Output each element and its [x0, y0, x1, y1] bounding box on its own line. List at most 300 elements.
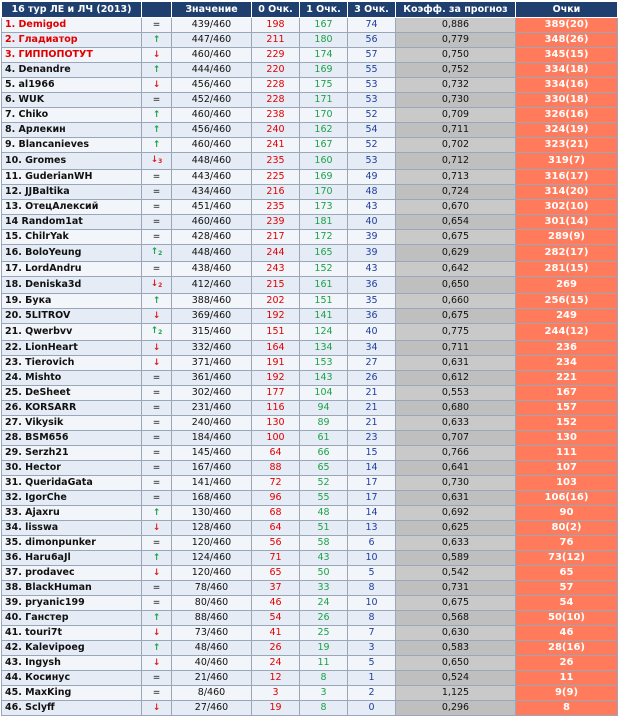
- header-row: [2, 2, 618, 18]
- three-points-cell: 36: [348, 277, 396, 294]
- three-points-cell: 36: [348, 309, 396, 324]
- one-point-cell: 25: [300, 626, 348, 641]
- player-name-cell: 45. MaxKing: [2, 686, 142, 701]
- coefficient-cell: 0,650: [396, 277, 516, 294]
- table-row: [2, 309, 618, 324]
- trend-cell: [142, 48, 172, 63]
- value-cell: 120/460: [172, 536, 252, 551]
- zero-points-cell: 100: [252, 431, 300, 446]
- arrow-up-icon: ↑: [152, 65, 161, 75]
- zero-points-cell: 244: [252, 245, 300, 262]
- arrow-down-icon: ↓: [152, 80, 161, 90]
- one-point-cell: 153: [300, 356, 348, 371]
- arrow-down-icon: ↓: [152, 50, 161, 60]
- zero-points-cell: 191: [252, 356, 300, 371]
- value-cell: 444/460: [172, 63, 252, 78]
- table-row: [2, 401, 618, 416]
- value-cell: 167/460: [172, 461, 252, 476]
- value-cell: 231/460: [172, 401, 252, 416]
- table-row: [2, 551, 618, 566]
- three-points-cell: 6: [348, 536, 396, 551]
- three-points-cell: 10: [348, 596, 396, 611]
- zero-points-cell: 198: [252, 18, 300, 33]
- three-points-cell: 14: [348, 461, 396, 476]
- table-row: [2, 230, 618, 245]
- arrow-down-icon: ↓: [152, 311, 161, 321]
- three-points-cell: 34: [348, 341, 396, 356]
- value-cell: 21/460: [172, 671, 252, 686]
- arrow-down-icon: ↓: [152, 343, 161, 353]
- table-row: [2, 123, 618, 138]
- equal-icon: =: [152, 217, 161, 227]
- points-cell: 281(15): [516, 262, 618, 277]
- player-name-cell: 10. Gromes: [2, 153, 142, 170]
- points-cell: 107: [516, 461, 618, 476]
- table-row: [2, 215, 618, 230]
- arrow-up-icon: ↑: [152, 553, 161, 563]
- table-row: [2, 641, 618, 656]
- one-point-cell: 165: [300, 245, 348, 262]
- table-row: [2, 491, 618, 506]
- table-row: [2, 341, 618, 356]
- player-name-cell: 21. Qwerbvv: [2, 324, 142, 341]
- coefficient-cell: 0,730: [396, 476, 516, 491]
- points-cell: 289(9): [516, 230, 618, 245]
- three-points-cell: 53: [348, 153, 396, 170]
- trend-cell: [142, 138, 172, 153]
- one-point-cell: 171: [300, 93, 348, 108]
- equal-icon: =: [152, 187, 161, 197]
- value-cell: 388/460: [172, 294, 252, 309]
- coefficient-cell: 0,779: [396, 33, 516, 48]
- player-name-cell: 8. Арлекин: [2, 123, 142, 138]
- coefficient-cell: 0,631: [396, 356, 516, 371]
- points-cell: 326(16): [516, 108, 618, 123]
- points-cell: 65: [516, 566, 618, 581]
- one-point-cell: 180: [300, 33, 348, 48]
- player-name-cell: 37. prodavec: [2, 566, 142, 581]
- value-cell: 452/460: [172, 93, 252, 108]
- player-name-cell: 1. Demigod: [2, 18, 142, 33]
- trend-cell: [142, 581, 172, 596]
- player-name-cell: 30. Hector: [2, 461, 142, 476]
- table-row: [2, 536, 618, 551]
- three-points-cell: 56: [348, 33, 396, 48]
- arrow-up-icon: ↑: [152, 110, 161, 120]
- value-cell: 448/460: [172, 153, 252, 170]
- zero-points-cell: 225: [252, 170, 300, 185]
- arrow-down-icon: ↓: [150, 155, 159, 165]
- points-cell: 324(19): [516, 123, 618, 138]
- coefficient-cell: 0,711: [396, 123, 516, 138]
- zero-points-cell: 215: [252, 277, 300, 294]
- player-name-cell: 34. lisswa: [2, 521, 142, 536]
- zero-points-cell: 217: [252, 230, 300, 245]
- three-points-cell: 7: [348, 626, 396, 641]
- value-cell: 371/460: [172, 356, 252, 371]
- zero-points-cell: 235: [252, 200, 300, 215]
- zero-points-cell: 71: [252, 551, 300, 566]
- trend-cell: [142, 123, 172, 138]
- one-point-cell: 66: [300, 446, 348, 461]
- arrow-up-icon: ↑: [152, 140, 161, 150]
- value-cell: 8/460: [172, 686, 252, 701]
- three-points-cell: 35: [348, 294, 396, 309]
- trend-cell: [142, 33, 172, 48]
- three-points-cell: 43: [348, 262, 396, 277]
- one-point-cell: 48: [300, 506, 348, 521]
- one-point-cell: 26: [300, 611, 348, 626]
- points-cell: 106(16): [516, 491, 618, 506]
- equal-icon: =: [152, 493, 161, 503]
- zero-points-cell: 19: [252, 701, 300, 716]
- value-cell: 124/460: [172, 551, 252, 566]
- three-points-cell: 8: [348, 581, 396, 596]
- trend-cell: [142, 324, 172, 341]
- table-row: [2, 63, 618, 78]
- trend-cell: [142, 476, 172, 491]
- one-point-cell: 11: [300, 656, 348, 671]
- three-points-cell: 54: [348, 123, 396, 138]
- points-cell: 130: [516, 431, 618, 446]
- trend-cell: [142, 701, 172, 716]
- three-points-cell: 48: [348, 185, 396, 200]
- table-row: [2, 48, 618, 63]
- trend-cell: [142, 461, 172, 476]
- coefficient-cell: 0,731: [396, 581, 516, 596]
- zero-points-cell: 26: [252, 641, 300, 656]
- table-row: [2, 521, 618, 536]
- value-cell: 40/460: [172, 656, 252, 671]
- trend-delta: 3: [158, 158, 163, 165]
- standings-table-wrapper: [1, 1, 617, 716]
- coefficient-cell: 0,625: [396, 521, 516, 536]
- coefficient-cell: 0,724: [396, 185, 516, 200]
- equal-icon: =: [152, 95, 161, 105]
- value-cell: 130/460: [172, 506, 252, 521]
- one-point-cell: 33: [300, 581, 348, 596]
- arrow-down-icon: ↓: [152, 523, 161, 533]
- coefficient-cell: 0,650: [396, 656, 516, 671]
- zero-points-cell: 177: [252, 386, 300, 401]
- equal-icon: =: [152, 478, 161, 488]
- trend-cell: [142, 18, 172, 33]
- zero-points-cell: 229: [252, 48, 300, 63]
- player-name-cell: 19. Бука: [2, 294, 142, 309]
- three-points-cell: 52: [348, 108, 396, 123]
- trend-delta: 2: [158, 250, 163, 257]
- coefficient-cell: 0,654: [396, 215, 516, 230]
- coefficient-cell: 0,633: [396, 416, 516, 431]
- trend-cell: [142, 170, 172, 185]
- coefficient-cell: 0,629: [396, 245, 516, 262]
- arrow-up-icon: ↑: [152, 643, 161, 653]
- trend-cell: [142, 371, 172, 386]
- three-points-cell: 10: [348, 551, 396, 566]
- trend-cell: [142, 551, 172, 566]
- points-cell: 76: [516, 536, 618, 551]
- trend-cell: [142, 93, 172, 108]
- player-name-cell: 40. Ганстер: [2, 611, 142, 626]
- value-cell: 27/460: [172, 701, 252, 716]
- one-point-cell: 151: [300, 294, 348, 309]
- value-cell: 145/460: [172, 446, 252, 461]
- trend-cell: [142, 185, 172, 200]
- trend-cell: [142, 78, 172, 93]
- equal-icon: =: [152, 598, 161, 608]
- player-name-cell: 29. Serzh21: [2, 446, 142, 461]
- zero-points-cell: 54: [252, 611, 300, 626]
- trend-cell: [142, 491, 172, 506]
- player-name-cell: 43. Ingysh: [2, 656, 142, 671]
- table-row: [2, 262, 618, 277]
- three-points-cell: 21: [348, 401, 396, 416]
- points-cell: 345(15): [516, 48, 618, 63]
- coefficient-cell: 0,641: [396, 461, 516, 476]
- player-name-cell: 44. Косинус: [2, 671, 142, 686]
- coefficient-cell: 0,630: [396, 626, 516, 641]
- three-points-cell: 21: [348, 416, 396, 431]
- zero-points-cell: 192: [252, 371, 300, 386]
- player-name-cell: 15. ChilrYak: [2, 230, 142, 245]
- zero-points-cell: 241: [252, 138, 300, 153]
- trend-cell: [142, 431, 172, 446]
- table-row: [2, 686, 618, 701]
- points-cell: 11: [516, 671, 618, 686]
- zero-points-cell: 64: [252, 446, 300, 461]
- table-row: [2, 78, 618, 93]
- table-row: [2, 153, 618, 170]
- one-point-cell: 104: [300, 386, 348, 401]
- coefficient-cell: 0,752: [396, 63, 516, 78]
- three-points-cell: 27: [348, 356, 396, 371]
- player-name-cell: 4. Denandre: [2, 63, 142, 78]
- table-row: [2, 200, 618, 215]
- player-name-cell: 46. Sclyff: [2, 701, 142, 716]
- three-points-cell: 17: [348, 476, 396, 491]
- table-row: [2, 245, 618, 262]
- coefficient-cell: 0,642: [396, 262, 516, 277]
- points-cell: 46: [516, 626, 618, 641]
- value-cell: 369/460: [172, 309, 252, 324]
- value-cell: 361/460: [172, 371, 252, 386]
- one-point-cell: 161: [300, 277, 348, 294]
- arrow-up-icon: ↑: [150, 247, 159, 257]
- zero-points-cell: 235: [252, 153, 300, 170]
- coefficient-cell: 0,583: [396, 641, 516, 656]
- coefficient-cell: 0,711: [396, 341, 516, 356]
- zero-points-cell: 240: [252, 123, 300, 138]
- value-cell: 428/460: [172, 230, 252, 245]
- table-row: [2, 324, 618, 341]
- table-row: [2, 566, 618, 581]
- equal-icon: =: [152, 448, 161, 458]
- trend-cell: [142, 566, 172, 581]
- zero-points-cell: 243: [252, 262, 300, 277]
- table-row: [2, 108, 618, 123]
- coefficient-cell: 0,680: [396, 401, 516, 416]
- points-cell: 334(16): [516, 78, 618, 93]
- table-row: [2, 476, 618, 491]
- points-cell: 152: [516, 416, 618, 431]
- trend-cell: [142, 506, 172, 521]
- points-cell: 157: [516, 401, 618, 416]
- coefficient-cell: 0,766: [396, 446, 516, 461]
- coefficient-cell: 0,296: [396, 701, 516, 716]
- points-cell: 234: [516, 356, 618, 371]
- three-points-cell: 52: [348, 138, 396, 153]
- trend-cell: [142, 386, 172, 401]
- one-point-cell: 8: [300, 671, 348, 686]
- arrow-up-icon: ↑: [152, 35, 161, 45]
- coefficient-cell: 0,633: [396, 536, 516, 551]
- trend-cell: [142, 277, 172, 294]
- points-cell: 54: [516, 596, 618, 611]
- value-cell: 448/460: [172, 245, 252, 262]
- one-point-cell: 94: [300, 401, 348, 416]
- value-cell: 302/460: [172, 386, 252, 401]
- one-point-cell: 162: [300, 123, 348, 138]
- value-cell: 439/460: [172, 18, 252, 33]
- three-points-cell: 40: [348, 215, 396, 230]
- table-row: [2, 461, 618, 476]
- coefficient-cell: 0,707: [396, 431, 516, 446]
- points-cell: 8: [516, 701, 618, 716]
- three-points-cell: 53: [348, 78, 396, 93]
- player-name-cell: 31. QueridaGata: [2, 476, 142, 491]
- points-cell: 330(18): [516, 93, 618, 108]
- value-cell: 434/460: [172, 185, 252, 200]
- trend-cell: [142, 641, 172, 656]
- table-row: [2, 371, 618, 386]
- equal-icon: =: [152, 433, 161, 443]
- coefficient-cell: 0,709: [396, 108, 516, 123]
- header-zero-points: 0 Очк.: [252, 2, 300, 18]
- one-point-cell: 174: [300, 48, 348, 63]
- table-row: [2, 581, 618, 596]
- points-cell: 244(12): [516, 324, 618, 341]
- table-row: [2, 356, 618, 371]
- value-cell: 412/460: [172, 277, 252, 294]
- one-point-cell: 173: [300, 200, 348, 215]
- zero-points-cell: 239: [252, 215, 300, 230]
- table-header: [2, 2, 618, 18]
- equal-icon: =: [152, 688, 161, 698]
- points-cell: 316(17): [516, 170, 618, 185]
- one-point-cell: 134: [300, 341, 348, 356]
- table-row: [2, 185, 618, 200]
- equal-icon: =: [152, 583, 161, 593]
- player-name-cell: 24. Mishto: [2, 371, 142, 386]
- zero-points-cell: 3: [252, 686, 300, 701]
- player-name-cell: 16. BoloYeung: [2, 245, 142, 262]
- trend-cell: [142, 153, 172, 170]
- coefficient-cell: 0,612: [396, 371, 516, 386]
- zero-points-cell: 211: [252, 33, 300, 48]
- zero-points-cell: 88: [252, 461, 300, 476]
- zero-points-cell: 41: [252, 626, 300, 641]
- header-one-point: 1 Очк.: [300, 2, 348, 18]
- trend-delta: 2: [158, 282, 163, 289]
- player-name-cell: 41. touri7t: [2, 626, 142, 641]
- value-cell: 184/460: [172, 431, 252, 446]
- points-cell: 301(14): [516, 215, 618, 230]
- equal-icon: =: [152, 388, 161, 398]
- table-row: [2, 611, 618, 626]
- coefficient-cell: 0,675: [396, 309, 516, 324]
- three-points-cell: 0: [348, 701, 396, 716]
- trend-cell: [142, 108, 172, 123]
- coefficient-cell: 0,675: [396, 230, 516, 245]
- zero-points-cell: 228: [252, 78, 300, 93]
- three-points-cell: 17: [348, 491, 396, 506]
- points-cell: 236: [516, 341, 618, 356]
- points-cell: 73(12): [516, 551, 618, 566]
- arrow-up-icon: ↑: [150, 326, 159, 336]
- player-name-cell: 5. al1966: [2, 78, 142, 93]
- coefficient-cell: 0,660: [396, 294, 516, 309]
- one-point-cell: 169: [300, 63, 348, 78]
- table-row: [2, 277, 618, 294]
- one-point-cell: 65: [300, 461, 348, 476]
- points-cell: 221: [516, 371, 618, 386]
- player-name-cell: 28. BSM656: [2, 431, 142, 446]
- three-points-cell: 40: [348, 324, 396, 341]
- trend-cell: [142, 245, 172, 262]
- one-point-cell: 167: [300, 18, 348, 33]
- one-point-cell: 175: [300, 78, 348, 93]
- header-value: Значение: [172, 2, 252, 18]
- three-points-cell: 49: [348, 170, 396, 185]
- coefficient-cell: 0,775: [396, 324, 516, 341]
- arrow-down-icon: ↓: [152, 358, 161, 368]
- points-cell: 28(16): [516, 641, 618, 656]
- table-row: [2, 596, 618, 611]
- player-name-cell: 3. ГИППОПОТУТ: [2, 48, 142, 63]
- three-points-cell: 74: [348, 18, 396, 33]
- trend-cell: [142, 416, 172, 431]
- one-point-cell: 89: [300, 416, 348, 431]
- table-row: [2, 626, 618, 641]
- points-cell: 50(10): [516, 611, 618, 626]
- one-point-cell: 24: [300, 596, 348, 611]
- zero-points-cell: 68: [252, 506, 300, 521]
- zero-points-cell: 164: [252, 341, 300, 356]
- equal-icon: =: [152, 403, 161, 413]
- three-points-cell: 43: [348, 200, 396, 215]
- one-point-cell: 172: [300, 230, 348, 245]
- table-row: [2, 656, 618, 671]
- coefficient-cell: 0,631: [396, 491, 516, 506]
- player-name-cell: 7. Chiko: [2, 108, 142, 123]
- coefficient-cell: 0,670: [396, 200, 516, 215]
- coefficient-cell: 0,542: [396, 566, 516, 581]
- value-cell: 460/460: [172, 48, 252, 63]
- points-cell: 269: [516, 277, 618, 294]
- trend-cell: [142, 341, 172, 356]
- arrow-down-icon: ↓: [152, 628, 161, 638]
- value-cell: 141/460: [172, 476, 252, 491]
- table-row: [2, 671, 618, 686]
- equal-icon: =: [152, 538, 161, 548]
- value-cell: 78/460: [172, 581, 252, 596]
- three-points-cell: 39: [348, 245, 396, 262]
- one-point-cell: 19: [300, 641, 348, 656]
- trend-cell: [142, 611, 172, 626]
- three-points-cell: 26: [348, 371, 396, 386]
- points-cell: 323(21): [516, 138, 618, 153]
- zero-points-cell: 238: [252, 108, 300, 123]
